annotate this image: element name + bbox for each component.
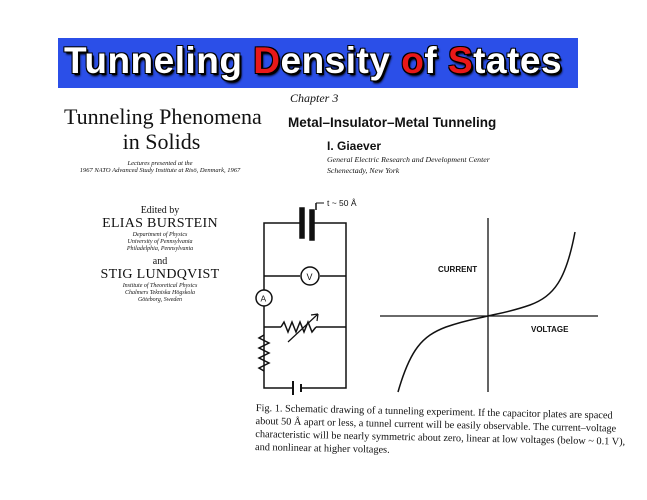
iv-curve	[398, 232, 575, 392]
circuit-diagram	[256, 203, 346, 395]
book-subtitle-line: 1967 NATO Advanced Study Institute at Risö, Denmark, 1967	[79, 167, 241, 174]
title-part-highlight: o	[401, 40, 425, 81]
resistor-arrow	[288, 314, 318, 342]
editor-name: ELIAS BURSTEIN	[102, 216, 218, 231]
capacitor-plate	[310, 210, 314, 240]
affiliation-line: University of Pennsylvania	[127, 239, 193, 245]
title-part-highlight: D	[253, 40, 281, 81]
affiliation-line: Chalmers Tekniska Högskola	[124, 290, 196, 296]
title-part: f	[424, 40, 448, 81]
chapter-title: Metal–Insulator–Metal Tunneling	[288, 115, 497, 130]
iv-plot	[380, 218, 598, 392]
chapter-author: I. Giaever	[327, 139, 382, 153]
book-title-line: in Solids	[122, 129, 201, 154]
and-label: and	[152, 256, 168, 267]
editor-name: STIG LUNDQVIST	[100, 267, 220, 282]
affiliation-line: General Electric Research and Development Center	[327, 155, 490, 164]
capacitor-plate	[300, 208, 304, 238]
affiliation-line: Philadelphia, Pennsylvania	[126, 246, 194, 252]
current-axis-label: CURRENT	[438, 265, 478, 274]
affiliation-line: Department of Physics	[132, 232, 188, 238]
ammeter-label: A	[260, 293, 267, 304]
title-part: Tunneling	[64, 40, 254, 81]
variable-resistor	[281, 322, 316, 332]
affiliation-line: Schenectady, New York	[327, 166, 400, 175]
circuit-wire	[302, 223, 346, 388]
affiliation-line: Institute of Theoretical Physics	[122, 283, 198, 289]
affiliation-line: Göteborg, Sweden	[137, 297, 183, 303]
thickness-label: t ~ 50 Å	[327, 198, 357, 208]
title-part-highlight: S	[447, 40, 474, 81]
title-part: ensity	[280, 40, 402, 81]
voltmeter-label: V	[306, 272, 313, 282]
voltage-axis-label: VOLTAGE	[531, 325, 569, 334]
book-title-line: Tunneling Phenomena	[64, 104, 262, 129]
chapter-number: Chapter 3	[290, 91, 339, 105]
title-part: tates	[473, 40, 563, 81]
figure-caption: Fig. 1. Schematic drawing of a tunneling experiment. If the capacitor plates are spaced about 50 Å apart or less, a tunnel current will be easily observable. The current–voltage characteristic will be nearly symmetric about zero, linear at low voltages (below ~ 0.1 V), and nonlinear at higher voltages.	[254, 402, 626, 456]
edited-by-label: Edited by	[140, 205, 180, 216]
book-subtitle-line: Lectures presented at the	[127, 160, 193, 167]
